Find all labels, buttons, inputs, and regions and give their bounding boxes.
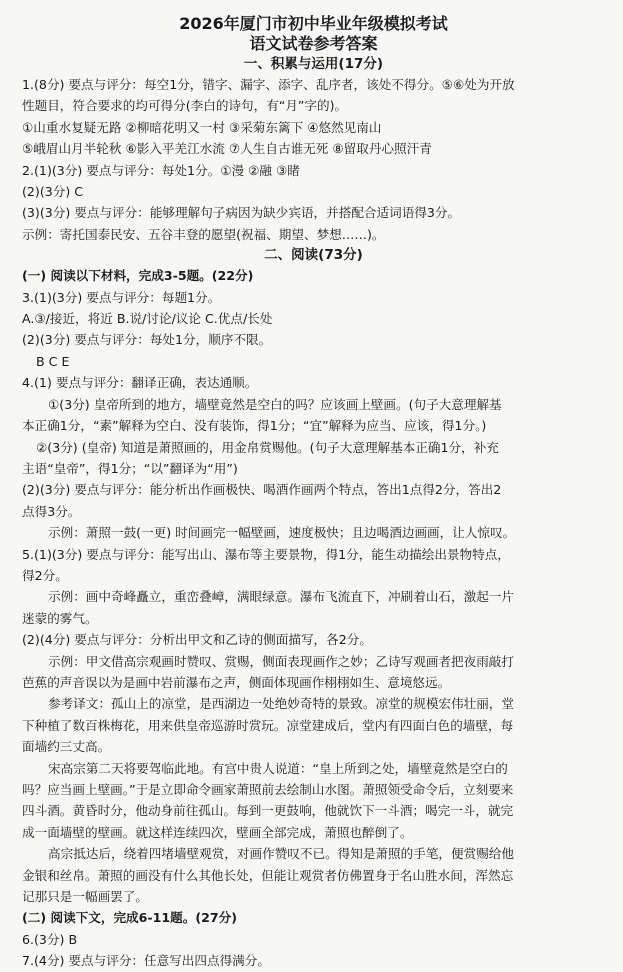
document-subtitle: 语文试卷参考答案 — [249, 34, 378, 53]
text-line: 示例：寄托国泰民安、五谷丰登的愿望(祝福、期望、梦想……)。 — [22, 226, 385, 242]
text-line: 四斗酒。黄昏时分，他动身前往孤山。每到一更鼓响，他就饮下一斗酒；喝完一斗，就完 — [22, 803, 514, 819]
text-line: 1.(8分) 要点与评分：每空1分，错字、漏字、添字、乱序者，该处不得分。⑤⑥处为开放 — [22, 77, 515, 92]
text-line: 3.(1)(3分) 要点与评分：每题1分。 — [22, 289, 221, 305]
text-line: ⑤峨眉山月半轮秋 ⑥影入平羌江水流 ⑦人生自古谁无死 ⑧留取丹心照汗青 — [22, 141, 432, 157]
text-line: 金银和丝帛。萧照的画没有什么其他长处，但能让观赏者仿佛置身于名山胜水间，浑然忘 — [22, 867, 514, 883]
text-line: 芭蕉的声音误以为是画中岩前瀑布之声，侧面体现画作栩栩如生、意境悠远。 — [22, 674, 451, 690]
section-heading-part1: 一、积累与运用(17分) — [243, 56, 384, 72]
text-line: 下种植了数百株梅花，用来供皇帝巡游时赏玩。凉堂建成后，堂内有四面白色的墙壁，每 — [22, 717, 514, 733]
text-line: 7.(4分) 要点与评分：任意写出四点得满分。 — [22, 953, 270, 969]
text-line: 示例：画中奇峰矗立，重峦叠嶂，满眼绿意。瀑布飞流直下，冲刷着山石，激起一片 — [48, 589, 514, 605]
text-line: 成一面墙壁的壁画。就这样连续四次，壁画全部完成，萧照也醉倒了。 — [22, 824, 413, 840]
text-line: (2)(3分) 要点与评分：每处1分，顺序不限。 — [22, 332, 272, 348]
text-line: A.③/接近，将近 B.说/讨论/议论 C.优点/长处 — [22, 311, 273, 327]
text-line: 高宗抵达后，绕着四堵墙壁观赏，对画作赞叹不已。得知是萧照的手笔，便赏赐给他 — [48, 846, 514, 862]
text-line: 迷蒙的雾气。 — [22, 610, 98, 626]
text-line: 点得3分。 — [22, 503, 81, 519]
text-line: 记那只是一幅画罢了。 — [22, 889, 148, 905]
text-line: (2)(3分) C — [22, 184, 84, 200]
document-title: 2026年厦门市初中毕业年级模拟考试 — [179, 14, 448, 33]
text-line: 示例：萧照一鼓(一更) 时间画完一幅壁画，速度极快；且边喝酒边画画，让人惊叹。 — [48, 525, 516, 541]
text-line: (2)(3分) 要点与评分：能分析出作画极快、喝酒作画两个特点，答出1点得2分，答出2 — [22, 482, 502, 498]
text-line: (2)(4分) 要点与评分：分析出甲文和乙诗的侧面描写，各2分。 — [22, 632, 372, 648]
text-line: ①(3分) 皇帝所到的地方，墙壁竟然是空白的吗？应该画上壁画。(句子大意理解基 — [48, 396, 502, 412]
text-line: 4.(1) 要点与评分：翻译正确，表达通顺。 — [22, 375, 258, 391]
text-line: 示例：甲文借高宗观画时赞叹、赏赐，侧面表现画作之妙；乙诗写观画者把夜雨敲打 — [48, 653, 514, 669]
subsection-heading: (二) 阅读下文，完成6-11题。(27分) — [22, 910, 237, 926]
text-line: 参考译文：孤山上的凉堂，是西湖边一处绝妙奇特的景致。凉堂的规模宏伟壮丽，堂 — [48, 696, 514, 712]
text-line: 主语“皇帝”，得1分；“以”翻译为“用”) — [22, 460, 238, 476]
text-line: ①山重水复疑无路 ②柳暗花明又一村 ③采菊东篱下 ④悠然见南山 — [22, 119, 382, 135]
text-line: 本正确1分，“素”解释为空白、没有装饰，得1分；“宜”解释为应当、应该，得1分。) — [22, 418, 487, 434]
text-line: ②(3分) (皇帝) 知道是萧照画的，用金帛赏赐他。(句子大意理解基本正确1分，补充 — [36, 439, 499, 455]
text-line: 5.(1)(3分) 要点与评分：能写出山、瀑布等主要景物，得1分，能生动描绘出景物特点， — [22, 546, 510, 562]
text-line: 6.(3分) B — [22, 931, 78, 947]
text-line: 得2分。 — [22, 567, 68, 583]
text-line: 性题目，符合要求的均可得分(李白的诗句，有“月”字的)。 — [22, 98, 348, 114]
text-line: 宋高宗第二天将要驾临此地。有宫中贵人说道：“皇上所到之处，墙壁竟然是空白的 — [48, 760, 508, 776]
subsection-heading: (一) 阅读以下材料，完成3-5题。(22分) — [22, 268, 254, 284]
text-line: 面墙约三丈高。 — [22, 739, 111, 755]
text-line: B C E — [36, 353, 70, 369]
text-line: 2.(1)(3分) 要点与评分：每处1分。①漫 ②融 ③睹 — [22, 162, 300, 178]
section-heading-part2: 二、阅读(73分) — [264, 247, 363, 264]
text-line: 吗？应当画上壁画。”于是立即命令画家萧照前去绘制山水图。萧照领受命令后，立刻要来 — [22, 782, 514, 797]
text-line: (3)(3分) 要点与评分：能够理解句子病因为缺少宾语，并搭配合适词语得3分。 — [22, 205, 461, 221]
